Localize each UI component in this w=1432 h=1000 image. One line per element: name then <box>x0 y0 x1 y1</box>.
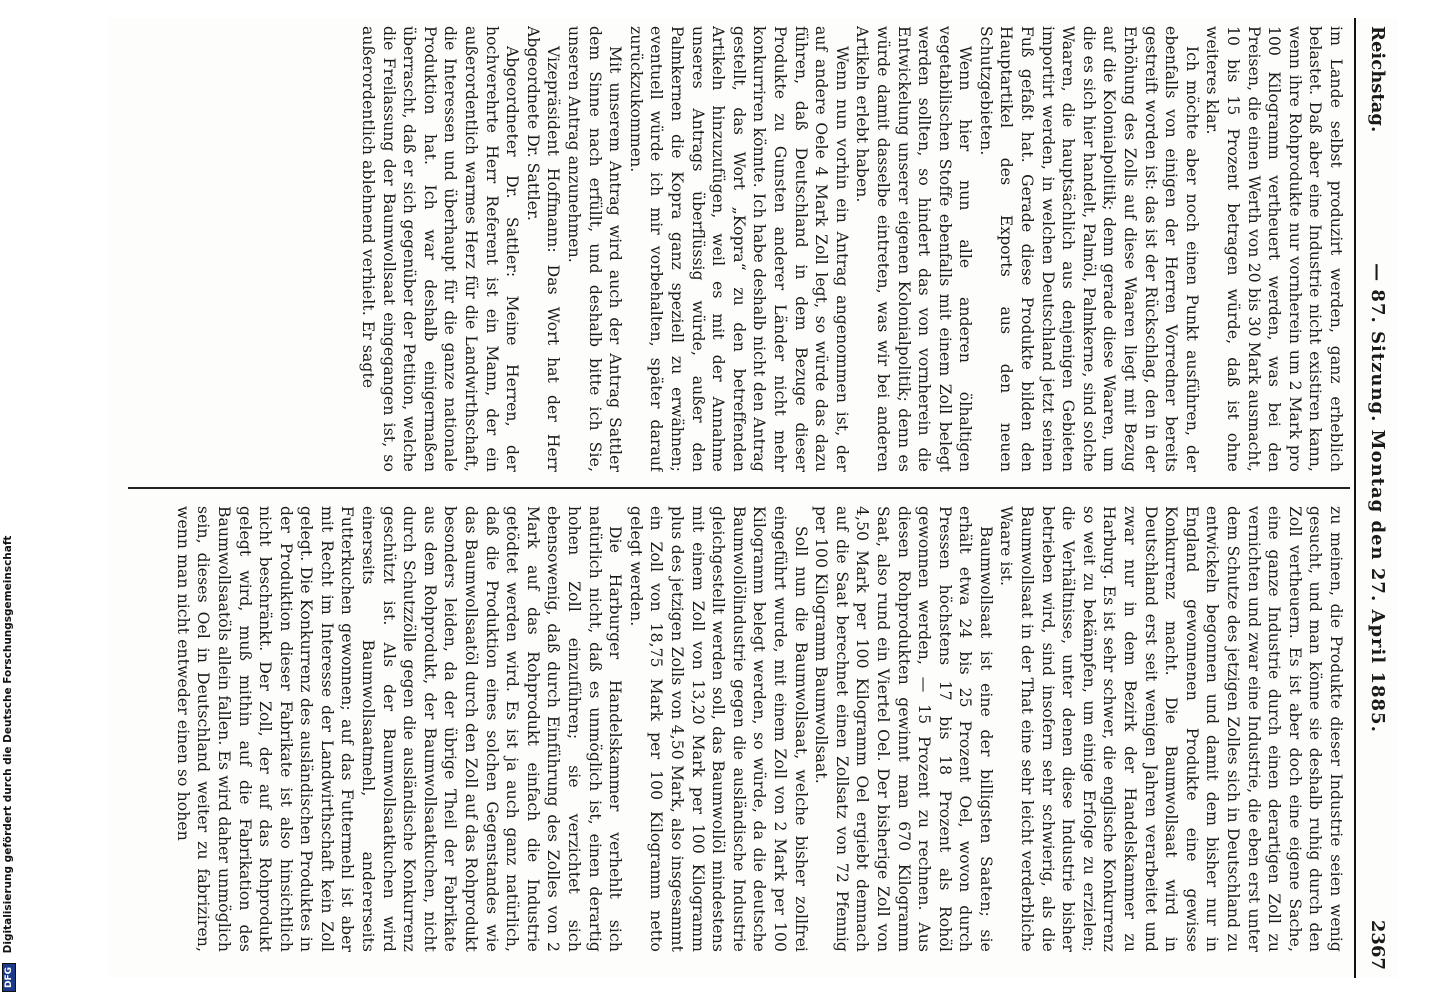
paragraph: Mit unserem Antrag wird auch der Antrag Sattler dem Sinne nach erfüllt, und deshalb bitte ich Sie, unseren Antrag anzunehmen. <box>565 26 625 472</box>
page-number: 2367 <box>1367 919 1388 970</box>
paragraph: Wenn nun vorhin ein Antrag angenommen ist, der auf andere Oele 4 Mark Zoll legt, so würde das dazu führen, daß Deutschland in dem Bezuge dieser Produkte zu Gunsten anderer Länder nicht mehr konkurriren könnte. Ich habe deshalb nicht den Antrag gestellt, das Wort „Kopra“ zu den betreffenden Artikeln hinzuzufügen, weil es mit der Annahme unseres Antrags überflüssig würde, außer den Palmkernen die Kopra ganz speziell zu erwähnen; eventuell würde ich mir vorbehalten, später darauf zurückzukommen. <box>626 26 851 472</box>
dfg-logo: DFG <box>2 963 16 992</box>
left-column <box>131 26 1346 472</box>
digitization-footer <box>2 0 22 1000</box>
paragraph: Ich möchte aber noch einen Punkt ausführen, der ebenfalls von einigen der Herren Vorredner bereits gestreift worden ist: das ist der Rückschlag, den in der Erhöhung des Zolls auf diese Waaren liegt mit Bezug auf die Kolonialpolitik; denn gerade diese Waaren, um die es sich hier handelt, Palmöl, Palmkerne, sind solche Waaren, die hauptsächlich aus denjenigen Gebieten importirt werden, in welchen Deutschland jetzt seinen Fuß gefaßt hat. Gerade diese Produkte bilden den Hauptartikel des Exports aus den neuen Schutzgebieten. <box>976 26 1201 472</box>
footer-text: Digitalisierung gefördert durch die Deutsche Forschungsgemeinschaft <box>2 535 14 954</box>
paragraph: Die Harburger Handelskammer verhehlt sich natürlich nicht, daß es unmöglich ist, einen derartig hohen Zoll einzuführen; sie verzichtet sich ebensowenig, daß durch Einführung des Zolles von 2 Mark auf das Rohprodukt einfach die Industrie getödtet werden wird. Es ist ja auch ganz natürlich, daß die Produktion eines solchen Gegenstandes wie das Baumwollsaatöl durch den Zoll auf das Rohprodukt besonders leiden, da der übrige Theil der Fabrikate aus dem Rohprodukt, der Baumwollsaatkuchen, nicht durch Schutzzölle gegen die ausländische Konkurrenz geschützt ist. Als der Baumwollsaatkuchen wird einerseits Baumwollsaatmehl, andererseits Futterkuchen gewonnen; auf das Futtermehl ist aber mit Recht im Interesse der Landwirthschaft kein Zoll gelegt. Die Konkurrenz des ausländischen Produktes in der Produktion dieser Fabrikate ist also hinsichtlich nicht beschränkt. Der Zoll, der auf das Rohprodukt gelegt wird, muß mithin auf die Fabrikation des Baumwollsaatöls allein fallen. Es wird daher unmöglich sein, dieses Oel in Deutschland weiter zu fabriziren, wenn man nicht entweder einen so hohen <box>173 506 625 952</box>
header-title: — 87. Sitzung. Montag den 27. April 1885. <box>1367 263 1388 733</box>
header-left: Reichstag. <box>1367 26 1388 133</box>
column-divider <box>128 487 1350 489</box>
speaker-paragraph: Vizepräsident Hoffmann: Das Wort hat der Herr Abgeordnete Dr. Sattler. <box>523 26 563 472</box>
page-header <box>1354 18 1398 978</box>
paragraph: im Lande selbst produzirt werden, ganz erheblich belastet. Daß aber eine Industrie nicht existiren kann, wenn ihre Rohprodukte nur vornherein um 2 Mark pro 100 Kilogramm vertheuert werden, was bei den Preisen, die einen Werth von 20 bis 30 Mark ausmacht, 10 bis 15 Prozent betragen würde, daß ist ohne weiteres klar. <box>1203 26 1345 472</box>
speaker-paragraph: Abgeordneter Dr. Sattler: Meine Herren, der hochverehrte Herr Referent ist ein Mann, der ein außerordentlich warmes Herz für die Landwirthschaft, die Interessen und überhaupt für die ganze nationale Produktion hat. Ich war deshalb einigermaßen überrascht, daß er sich gegenüber der Petition, welche die Freilassung der Baumwollsaat eingegangen ist, so außerordentlich ablehnend verhielt. Er sagte <box>359 26 522 472</box>
right-column <box>131 506 1346 952</box>
paragraph: Wenn hier nun alle anderen ölhaltigen vegetabilischen Stoffe ebenfalls mit einem Zoll belegt werden sollten, so hindert das von vornherein die Entwickelung unserer eigenen Kolonialpolitik; denn es würde damit dasselbe eintreten, was wir bei anderen Artikeln erlebt haben. <box>853 26 975 472</box>
paragraph: Soll nun die Baumwollsaat, welche bisher zollfrei eingeführt wurde, mit einem Zoll von 2 Mark per 100 Kilogramm belegt werden, so würde, da die deutsche Baumwollölindustrie gegen die ausländische Industrie gleichgestellt werden soll, das Baumwollöl mindestens mit einem Zoll von 13,20 Mark per 100 Kilogramm plus des jetzigen Zolls von 4,50 Mark, also insgesammt ein Zoll von 18,75 Mark per 100 Kilogramm netto gelegt werden. <box>626 506 810 952</box>
paragraph: Baumwollsaat ist eine der billigsten Saaten; sie erhält etwa 24 bis 25 Prozent Oel, wovon durch Pressen höchstens 17 bis 18 Prozent als Rohöl gewonnen werden, — 15 Prozent zu rechnen. Aus diesen Rohprodukten gewinnt man 670 Kilogramm Saat, also rund ein Viertel Oel. Der bisherige Zoll von 4,50 Mark per 100 Kilogramm Oel ergiebt demnach auf die Saat berechnet einen Zollsatz von 72 Pfennig per 100 Kilogramm Baumwollsaat. <box>812 506 995 952</box>
scanned-page <box>108 18 1398 978</box>
paragraph: zu meinen, die Produkte dieser Industrie seien wenig gesucht, und man könne sie deshalb ruhig durch den Zoll vertheuern. Es ist aber doch eine eigene Sache, eine ganze Industrie durch einen derartigen Zoll zu vernichten und zwar eine Industrie, die eben erst unter dem Schutze des jetzigen Zolles sich in Deutschland zu entwickeln begonnen und damit dem bisher nur in England gewonnenen Produkte eine gewisse Konkurrenz macht. Die Baumwollsaat wird in Deutschland erst seit wenigen Jahren verarbeitet und zwar nur in dem Bezirk der Handelskammer zu Harburg. Es ist sehr schwer, die englische Konkurrenz so weit zu bekämpfen, um einige Erfolge zu erzielen; die Verhältnisse, unter denen diese Industrie bisher betrieben wird, sind insofern sehr schwierig, als die Baumwollsaat in der That eine sehr leicht verderbliche Waare ist. <box>997 506 1345 952</box>
